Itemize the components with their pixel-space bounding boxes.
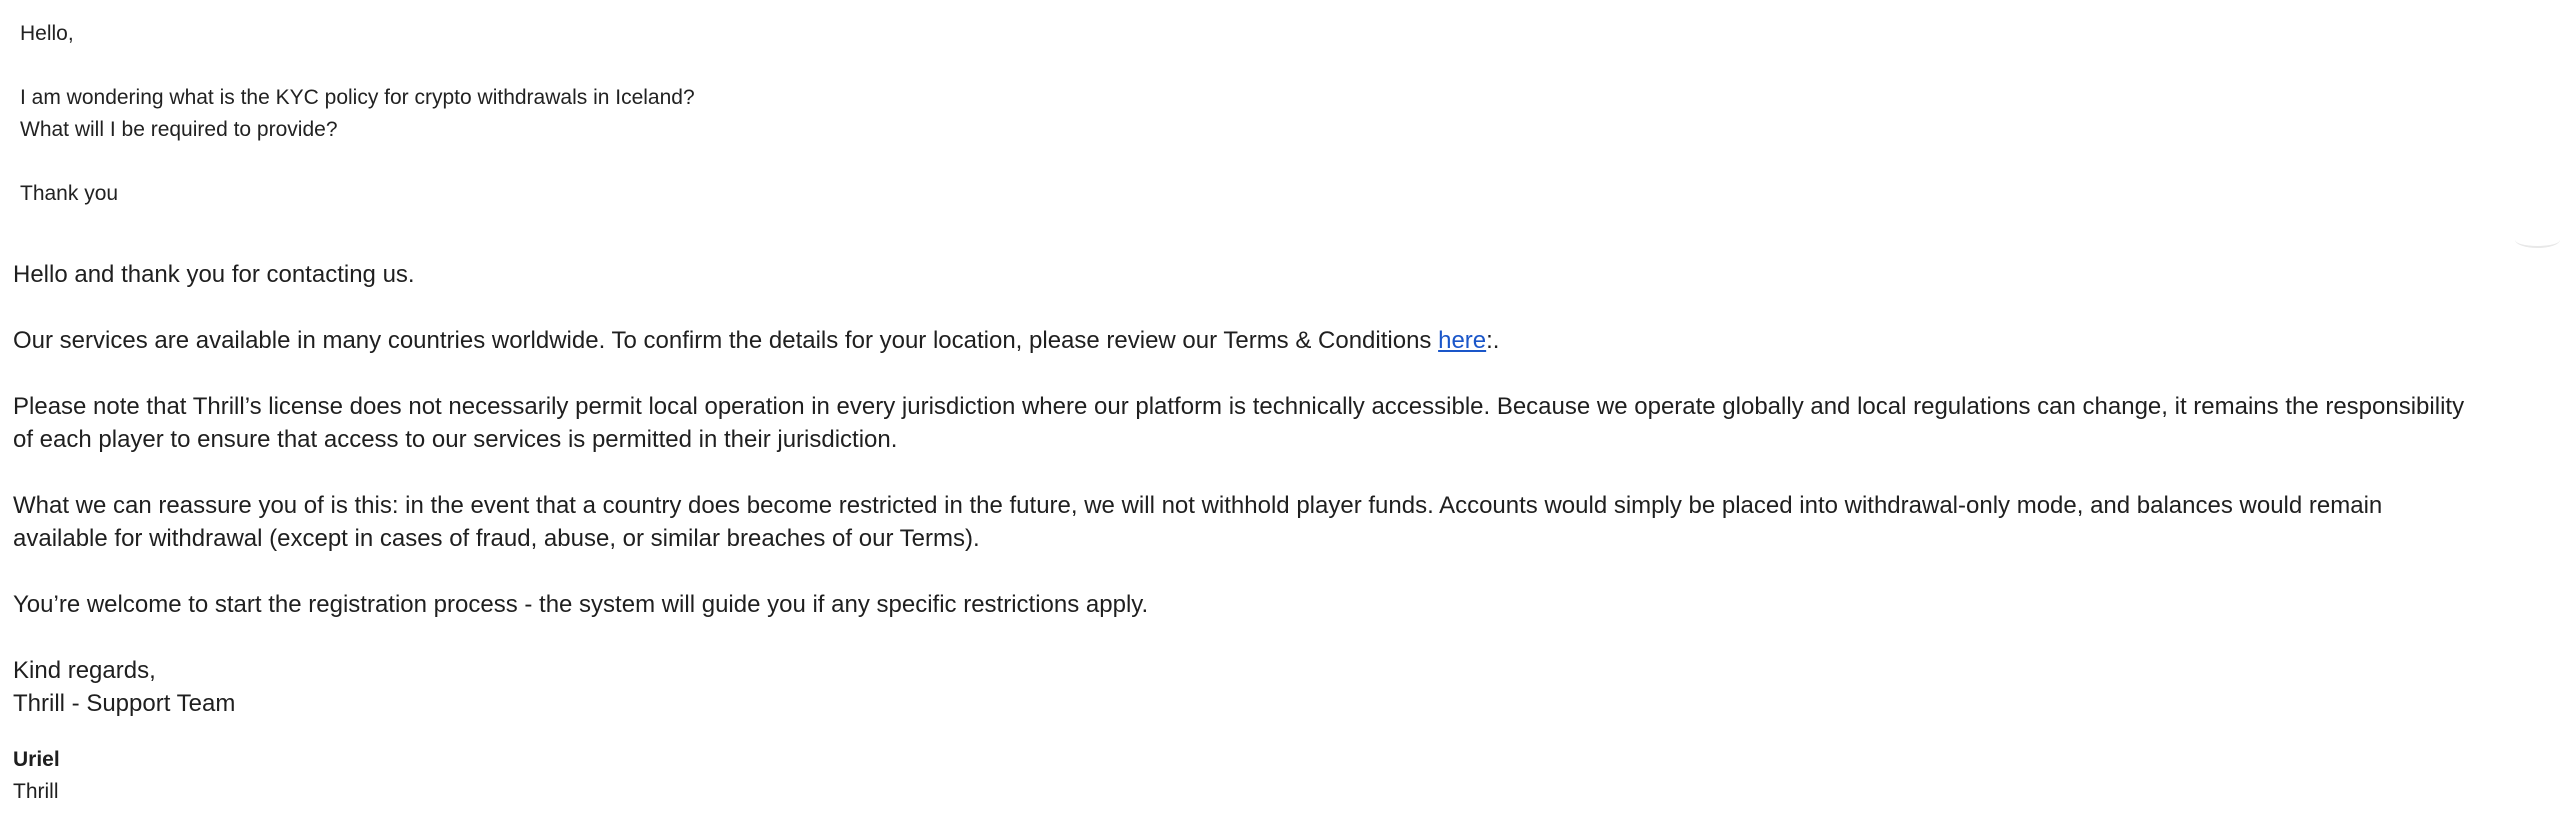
reply-paragraph-4: You’re welcome to start the registration process - the system will guide you if any specific restrictions apply.: [13, 591, 1149, 618]
reply-message: [13, 258, 2483, 720]
spacer: [20, 146, 695, 178]
quoted-closing: Thank you: [20, 182, 119, 205]
spacer: [13, 357, 2483, 390]
reply-greeting: Hello and thank you for contacting us.: [13, 261, 415, 288]
quoted-line-2: What will I be required to provide?: [20, 118, 338, 141]
reply-paragraph-1: [13, 324, 2483, 357]
reply-paragraph-3: What we can reassure you of is this: in the event that a country does become restricted in the future, we will not withhold player funds. Accounts would simply be placed into withdrawal-only mode, and balances would remain available for withdrawal (except in cases of fraud, abuse, or similar breaches of our Terms).: [13, 492, 2383, 552]
quoted-message: [20, 18, 695, 210]
spacer: [20, 50, 695, 82]
spacer: [13, 456, 2483, 489]
quoted-line-1: I am wondering what is the KYC policy for crypto withdrawals in Iceland?: [20, 86, 695, 109]
reply-signoff: Kind regards,: [13, 657, 156, 684]
message-divider: [2515, 232, 2560, 248]
email-signature: [13, 744, 60, 808]
spacer: [13, 621, 2483, 654]
quoted-greeting: Hello,: [20, 22, 74, 45]
signature-company: Thrill: [13, 780, 59, 803]
reply-paragraph-2: Please note that Thrill’s license does not necessarily permit local operation in every jurisdiction where our platform is technically accessible. Because we operate globally and local regulations can change, it remains the responsibility of each player to ensure that access to our services is permitted in their jurisdiction.: [13, 393, 2465, 453]
paragraph-text: Our services are available in many countries worldwide. To confirm the details for your location, please review our Terms & Conditions: [13, 327, 1439, 354]
signature-name: Uriel: [13, 748, 60, 771]
paragraph-text: :.: [1486, 327, 1500, 354]
spacer: [13, 555, 2483, 588]
reply-team: Thrill - Support Team: [13, 690, 236, 717]
spacer: [13, 291, 2483, 324]
terms-link[interactable]: here: [1438, 327, 1487, 354]
